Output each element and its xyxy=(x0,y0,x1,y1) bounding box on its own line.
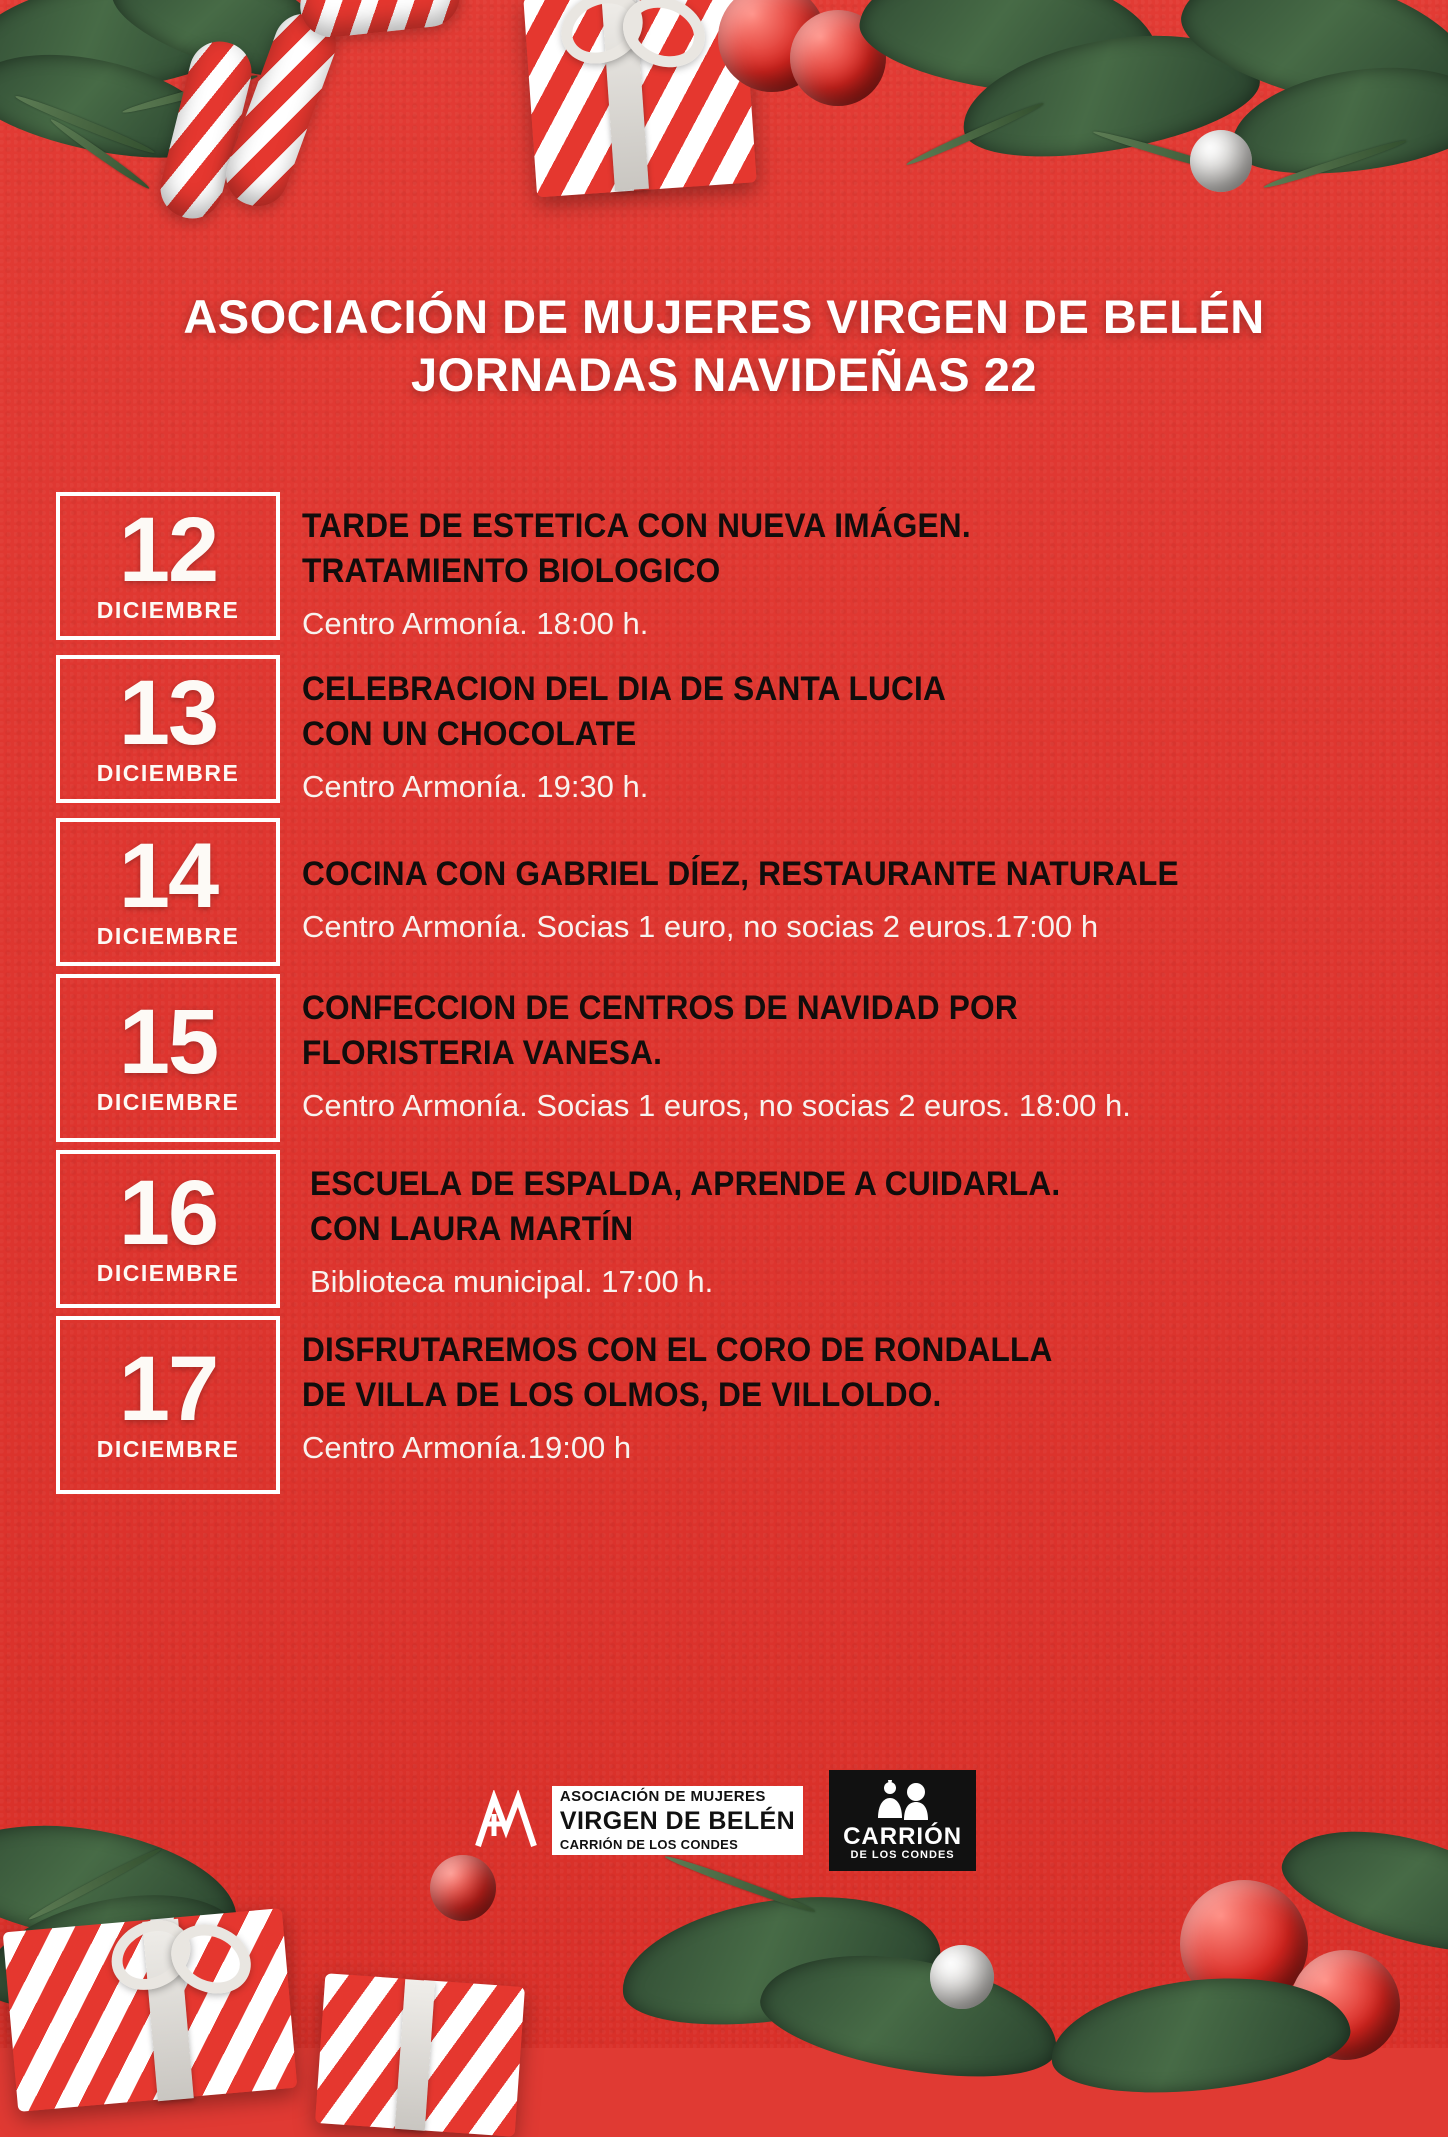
pine-needle-icon xyxy=(49,116,152,191)
pine-branch-icon xyxy=(1170,0,1448,135)
event-info xyxy=(302,974,1386,1129)
gift-ribbon-icon xyxy=(601,0,649,191)
event-date-box xyxy=(56,1316,280,1494)
pine-branch-icon xyxy=(854,0,1166,108)
gift-box-icon xyxy=(315,1973,525,2137)
association-logo-line-1: ASOCIACIÓN DE MUJERES xyxy=(552,1786,803,1807)
gift-bow-icon xyxy=(99,1907,202,2004)
candy-cane-icon xyxy=(297,0,463,40)
pine-needle-icon xyxy=(1092,128,1248,180)
candy-cane-icon xyxy=(218,5,345,214)
pine-needle-icon xyxy=(14,92,156,157)
event-info xyxy=(302,492,1386,647)
event-info xyxy=(302,655,1386,810)
pine-needle-icon xyxy=(1262,137,1407,191)
event-title-line-2: TRATAMIENTO BIOLOGICO xyxy=(302,552,721,590)
event-title-line-2: FLORISTERIA VANESA. xyxy=(302,1034,663,1072)
pine-needle-icon xyxy=(121,72,258,116)
event-details: Centro Armonía. Socias 1 euros, no socias 2 euros. 18:00 h. xyxy=(302,1088,1131,1123)
event-day-number: 14 xyxy=(118,824,218,927)
event-row xyxy=(56,818,1386,966)
event-title-line-2: CON LAURA MARTÍN xyxy=(310,1210,634,1248)
gift-box-icon xyxy=(523,0,756,197)
pine-branch-icon xyxy=(1224,52,1448,187)
event-day-number: 15 xyxy=(118,990,218,1093)
ornament-ball-icon xyxy=(1180,1880,1308,2008)
gift-ribbon-icon xyxy=(142,1919,194,2101)
event-details: Centro Armonía.19:00 h xyxy=(302,1430,632,1465)
association-monogram-icon xyxy=(472,1790,540,1852)
event-day-number: 12 xyxy=(118,498,218,601)
association-logo-line-3: CARRIÓN DE LOS CONDES xyxy=(552,1837,803,1855)
ornament-ball-icon xyxy=(930,1945,994,2009)
ornament-ball-icon xyxy=(1290,1950,1400,2060)
event-date-box xyxy=(56,655,280,803)
event-date-box xyxy=(56,818,280,966)
event-details: Biblioteca municipal. 17:00 h. xyxy=(310,1264,714,1299)
event-month-label: DICIEMBRE xyxy=(96,1259,240,1286)
candy-cane-icon xyxy=(154,35,258,225)
town-logo-icon xyxy=(860,1778,946,1822)
pine-branch-icon xyxy=(953,15,1268,175)
event-title-line-1: COCINA CON GABRIEL DÍEZ, RESTAURANTE NATURALE xyxy=(302,855,1179,893)
poster-title-line-2: JORNADAS NAVIDEÑAS 22 xyxy=(411,348,1037,401)
event-title-line-1: CELEBRACION DEL DIA DE SANTA LUCIA xyxy=(302,670,947,708)
event-day-number: 16 xyxy=(118,1161,218,1264)
event-info xyxy=(302,1150,1386,1305)
event-day-number: 17 xyxy=(118,1337,218,1440)
town-logo xyxy=(829,1770,976,1871)
pine-branch-icon xyxy=(0,35,227,175)
pine-branch-icon xyxy=(753,1935,1068,2095)
event-date-box xyxy=(56,974,280,1142)
event-month-label: DICIEMBRE xyxy=(96,1088,240,1115)
pine-branch-icon xyxy=(101,0,349,98)
event-info xyxy=(302,1316,1386,1471)
event-day-number: 13 xyxy=(118,661,218,764)
footer-logos xyxy=(0,1770,1448,1871)
gift-ribbon-icon xyxy=(395,1979,435,2131)
event-date-box xyxy=(56,492,280,640)
pine-needle-icon xyxy=(905,100,1045,168)
event-row xyxy=(56,974,1386,1142)
event-title-line-1: ESCUELA DE ESPALDA, APRENDE A CUIDARLA. xyxy=(310,1165,1061,1203)
gift-box-icon xyxy=(3,1908,298,2112)
event-month-label: DICIEMBRE xyxy=(96,922,240,949)
poster-header xyxy=(0,288,1448,404)
gift-bow-icon xyxy=(612,0,715,79)
event-details: Centro Armonía. Socias 1 euro, no socias 2 euros.17:00 h xyxy=(302,909,1099,944)
event-schedule-list xyxy=(56,492,1386,1502)
association-logo-line-2: VIRGEN DE BELÉN xyxy=(552,1807,803,1837)
ornament-ball-icon xyxy=(790,10,886,106)
event-title-line-2: CON UN CHOCOLATE xyxy=(302,715,637,753)
event-title-line-2: DE VILLA DE LOS OLMOS, DE VILLOLDO. xyxy=(302,1376,942,1414)
gift-bow-icon xyxy=(550,0,655,77)
ornament-ball-icon xyxy=(718,0,826,92)
event-month-label: DICIEMBRE xyxy=(96,1435,240,1462)
event-row xyxy=(56,655,1386,810)
gift-bow-icon xyxy=(160,1912,262,2006)
pine-branch-icon xyxy=(1045,1965,1355,2106)
association-logo-text xyxy=(552,1786,803,1855)
event-details: Centro Armonía. 19:30 h. xyxy=(302,769,649,804)
event-date-box xyxy=(56,1150,280,1308)
association-logo xyxy=(472,1786,803,1855)
pine-branch-icon xyxy=(0,1874,248,2026)
pine-branch-icon xyxy=(613,1878,947,2041)
event-month-label: DICIEMBRE xyxy=(96,759,240,786)
event-row xyxy=(56,1150,1386,1308)
event-title-line-1: DISFRUTAREMOS CON EL CORO DE RONDALLA xyxy=(302,1331,1053,1369)
event-month-label: DICIEMBRE xyxy=(96,596,240,623)
pine-branch-icon xyxy=(0,0,266,110)
town-logo-line-1: CARRIÓN xyxy=(843,1823,963,1850)
town-logo-line-2: DE LOS CONDES xyxy=(850,1849,955,1861)
event-row xyxy=(56,492,1386,647)
ornament-ball-icon xyxy=(1190,130,1252,192)
event-row xyxy=(56,1316,1386,1494)
event-title-line-1: CONFECCION DE CENTROS DE NAVIDAD POR xyxy=(302,989,1018,1027)
event-info xyxy=(302,818,1386,950)
event-title-line-1: TARDE DE ESTETICA CON NUEVA IMÁGEN. xyxy=(302,507,971,545)
event-details: Centro Armonía. 18:00 h. xyxy=(302,606,649,641)
poster-title-line-1: ASOCIACIÓN DE MUJERES VIRGEN DE BELÉN xyxy=(183,290,1265,343)
